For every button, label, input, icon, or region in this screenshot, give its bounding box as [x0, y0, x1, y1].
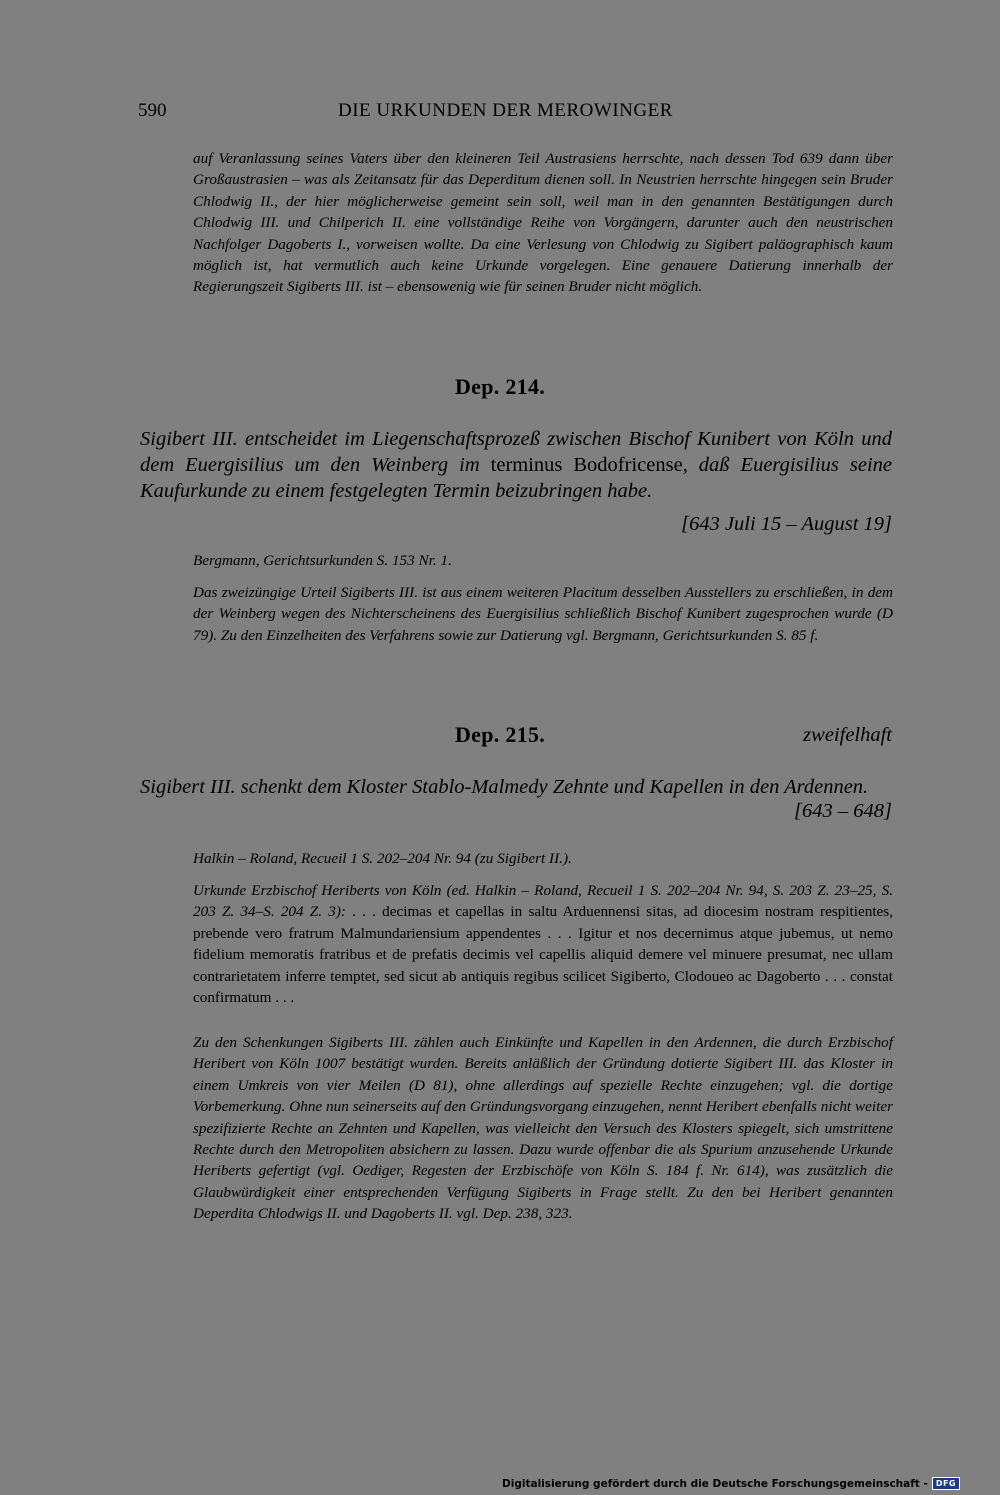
- footer-credit: [502, 1477, 960, 1490]
- regest-text: Sigibert III. entscheidet im Liegenschaftsprozeß zwischen Bischof Kunibert von Köln und dem Euergisilius um den Weinberg im: [140, 428, 892, 476]
- intro-paragraph: auf Veranlassung seines Vaters über den kleineren Teil Austrasiens herrschte, nach dessen Tod 639 dann über Großaustrasien – was als Zeitansatz für das Deperditum dienen soll. In Neustrien herrschte hingegen sein Bruder Chlodwig II., der hier möglicherweise gemeint sein soll, weil man in den genannten Bestätigungen durch Chlodwig III. und Chilperich II. eine vollständige Reihe von Vorgängern, darunter auch den neustrischen Nachfolger Dagoberts I., vorweisen wollte. Da eine Verlesung von Chlodwig zu Sigibert paläographisch kaum möglich ist, hat vermutlich auch keine Urkunde vorgelegen. Eine genauere Datierung innerhalb der Regierungszeit Sigiberts III. ist – ebensowenig wie für seinen Bruder nicht möglich.: [193, 150, 893, 296]
- dep-214-regest: [140, 426, 892, 504]
- dep-214-commentary: Das zweizüngige Urteil Sigiberts III. ist aus einem weiteren Placitum desselben Ausstellers zu erschließen, in dem der Weinberg wegen des Nichterscheinens des Euergisilius schließlich Bischof Kunibert zugesprochen wurde (D 79). Zu den Einzelheiten des Verfahrens sowie zur Datierung vgl. Bergmann, Gerichtsurkunden S. 85 f.: [193, 584, 893, 644]
- dep-215-regest: Sigibert III. schenkt dem Kloster Stablo-Malmedy Zehnte und Kapellen in den Ardennen.: [140, 776, 869, 798]
- dep-215-heading: Dep. 215.: [454, 722, 546, 747]
- dep-215-commentary: Zu den Schenkungen Sigiberts III. zählen auch Einkünfte und Kapellen in den Ardennen, die durch Erzbischof Heribert von Köln 1007 bestätigt wurden. Bereits anläßlich der Gründung dotierte Sigibert III. das Kloster in einem Umkreis von vier Meilen (D 81), ohne allerdings auf spezielle Rechte einzugehen; vgl. die dortige Vorbemerkung. Ohne nun seinerseits auf den Gründungsvorgang einzugehen, nennt Heribert ebenfalls nicht weiter spezifizierte Rechte an Zehnten und Kapellen, was vielleicht den Versuch des Klosters spiegelt, sich umstrittene Rechte durch den Metropoliten absichern zu lassen. Dazu wurde offenbar die als Spurium anzusehende Urkunde Heriberts gefertigt (vgl. Oediger, Regesten der Erzbischöfe von Köln S. 184 f. Nr. 614), was zusätzlich die Glaubwürdigkeit einer entsprechenden Verfügung Sigiberts in Frage stellt. Zu den bei Heribert genannten Deperdita Chlodwigs II. und Dagoberts II. vgl. Dep. 238, 323.: [193, 1034, 893, 1223]
- running-title: DIE URKUNDEN DER MEROWINGER: [338, 100, 673, 121]
- dep-215-date: [643 – 648]: [794, 800, 892, 822]
- dep-215-citation: [193, 880, 893, 1008]
- dep-215-status: zweifelhaft: [803, 724, 892, 746]
- citation-latin: . . . decimas et capellas in saltu Arduennensi sitas, ad diocesim nostram respitientes, prebende vero fratrum Malmundariensium appendentes . . . Igitur et nos decernimus atque jubemus, ut nemo fidelium memoratis fratribus et de prefatis decimis vel capellis aliquid demere vel minuere presumat, nec ullam contrarietatem inferre temptet, sed sicut ab antiquis regibus scilicet Sigiberto, Clodoueo ac Dagoberto . . . constat confirmatum . . .: [193, 903, 893, 1007]
- dep-214-date: [643 Juli 15 – August 19]: [681, 513, 892, 535]
- regest-text-end: , daß Euergisilius seine Kaufurkunde zu einem festgelegten Termin beizubringen habe.: [140, 454, 892, 502]
- regest-latin-term: terminus Bodofricense: [490, 454, 683, 476]
- credit-text: Digitalisierung gefördert durch die Deutsche Forschungsgemeinschaft -: [502, 1477, 928, 1490]
- citation-intro: Urkunde Erzbischof Heriberts von Köln (ed. Halkin – Roland, Recueil 1 S. 202–204 Nr. 94, S. 203 Z. 23–25, S. 203 Z. 34–S. 204 Z. 3):: [193, 882, 893, 921]
- dep-214-reference: Bergmann, Gerichtsurkunden S. 153 Nr. 1.: [193, 552, 452, 569]
- dfg-logo-icon: DFG: [932, 1477, 960, 1490]
- page-number: 590: [138, 100, 167, 121]
- dep-214-heading: Dep. 214.: [454, 374, 546, 399]
- dep-215-reference: Halkin – Roland, Recueil 1 S. 202–204 Nr. 94 (zu Sigibert II.).: [193, 850, 572, 867]
